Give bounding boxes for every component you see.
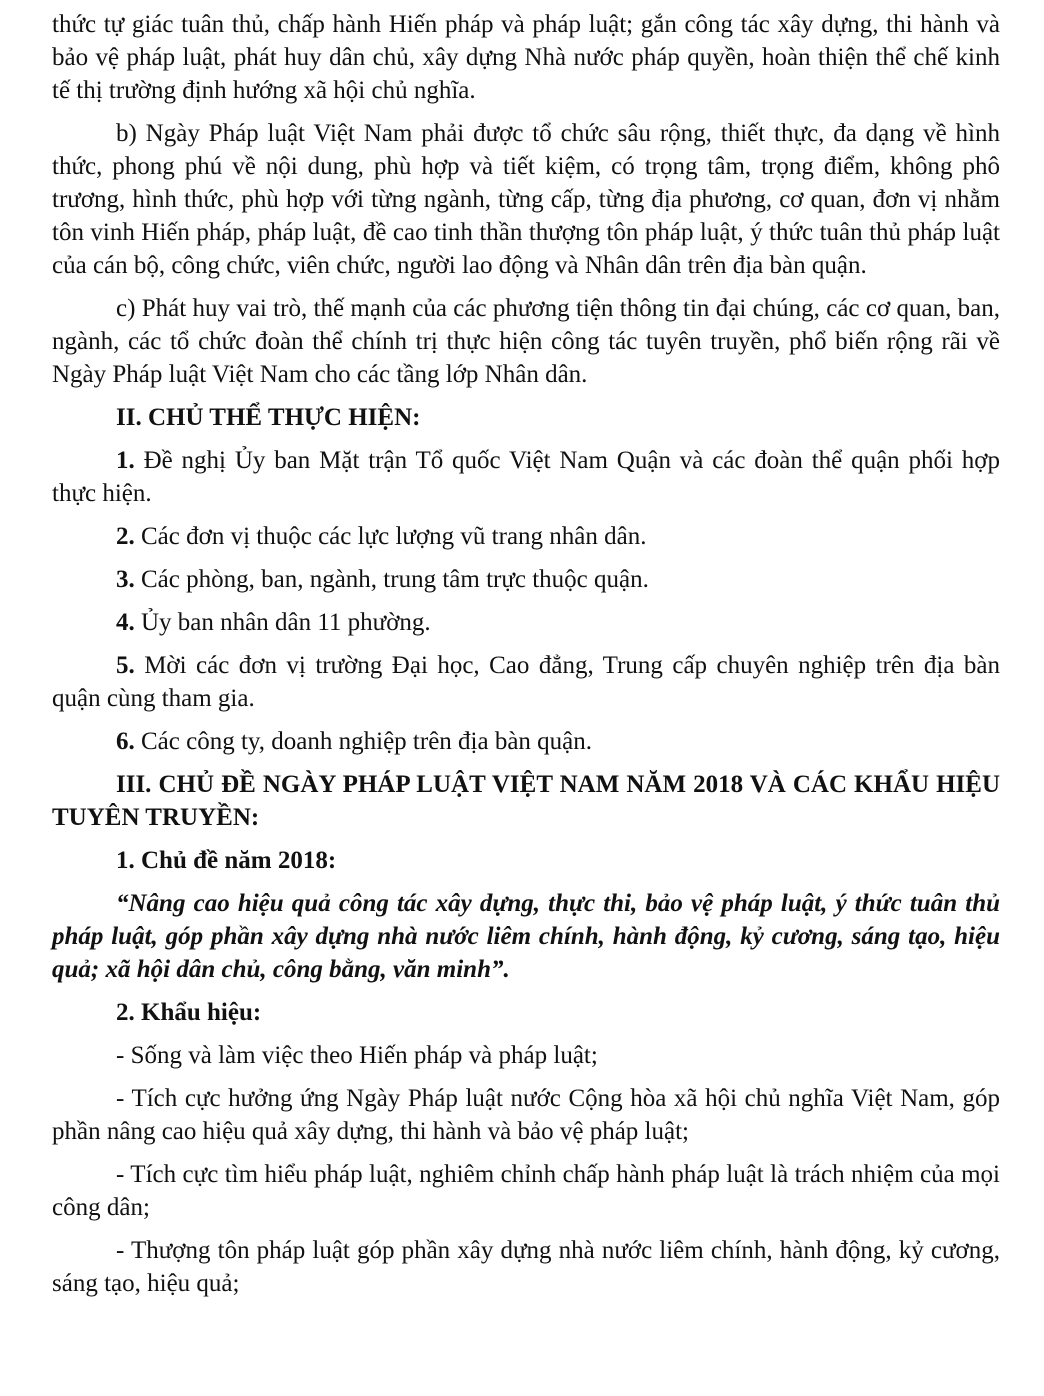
slogan-item: - Tích cực tìm hiểu pháp luật, nghiêm chỉnh chấp hành pháp luật là trách nhiệm của mọi công dân; [52,1161,1000,1221]
item-c-paragraph: c) Phát huy vai trò, thế mạnh của các phương tiện thông tin đại chúng, các cơ quan, ban, ngành, các tổ chức đoàn thể chính trị thực hiện công tác tuyên truyền, phổ biến rộng rãi về Ngày Pháp luật Việt Nam cho các tầng lớp Nhân dân. [52,295,1000,388]
item-text: Đề nghị Ủy ban Mặt trận Tổ quốc Việt Nam Quận và các đoàn thể quận phối hợp thực hiện. [52,447,1000,507]
slogan-item: - Tích cực hưởng ứng Ngày Pháp luật nước Cộng hòa xã hội chủ nghĩa Việt Nam, góp phần nâng cao hiệu quả xây dựng, thi hành và bảo vệ pháp luật; [52,1085,1000,1145]
section-2-item [52,520,1000,553]
item-number: 4. [116,609,135,636]
item-b-paragraph: b) Ngày Pháp luật Việt Nam phải được tổ chức sâu rộng, thiết thực, đa dạng về hình thức, phong phú về nội dung, phù hợp và tiết kiệm, có trọng tâm, trọng điểm, không phô trương, hình thức, phù hợp với từng ngành, từng cấp, từng địa phương, cơ quan, đơn vị nhằm tôn vinh Hiến pháp, pháp luật, đề cao tinh thần thượng tôn pháp luật, ý thức tuân thủ pháp luật của cán bộ, công chức, viên chức, người lao động và Nhân dân trên địa bàn quận. [52,120,1000,279]
section-2-item [52,563,1000,596]
item-text: Mời các đơn vị trường Đại học, Cao đẳng, Trung cấp chuyên nghiệp trên địa bàn quận cùng tham gia. [52,652,1000,712]
section-2-item [52,725,1000,758]
item-number: 3. [116,566,135,593]
section-2-heading: II. CHỦ THỂ THỰC HIỆN: [116,404,421,431]
item-number: 5. [116,652,135,679]
item-number: 1. [116,447,135,474]
section-2-item [52,606,1000,639]
slogan-item: - Sống và làm việc theo Hiến pháp và pháp luật; [116,1042,598,1069]
item-text: Các công ty, doanh nghiệp trên địa bàn quận. [134,728,593,755]
slogan-heading: 2. Khẩu hiệu: [116,999,262,1026]
intro-continuation: thức tự giác tuân thủ, chấp hành Hiến pháp và pháp luật; gắn công tác xây dựng, thi hành và bảo vệ pháp luật, phát huy dân chủ, xây dựng Nhà nước pháp quyền, hoàn thiện thể chế kinh tế thị trường định hướng xã hội chủ nghĩa. [52,11,1000,104]
section-2-item [52,649,1000,715]
item-text: Ủy ban nhân dân 11 phường. [134,609,431,636]
item-text: Các đơn vị thuộc các lực lượng vũ trang nhân dân. [134,523,647,550]
section-3-heading: III. CHỦ ĐỀ NGÀY PHÁP LUẬT VIỆT NAM NĂM 2018 VÀ CÁC KHẨU HIỆU TUYÊN TRUYỀN: [52,771,1000,831]
slogan-item: - Thượng tôn pháp luật góp phần xây dựng nhà nước liêm chính, hành động, kỷ cương, sáng tạo, hiệu quả; [52,1237,1000,1297]
document-page [52,8,1000,1310]
theme-heading: 1. Chủ đề năm 2018: [116,847,337,874]
item-text: Các phòng, ban, ngành, trung tâm trực thuộc quận. [134,566,649,593]
item-number: 2. [116,523,135,550]
item-number: 6. [116,728,135,755]
theme-quote: “Nâng cao hiệu quả công tác xây dựng, thực thi, bảo vệ pháp luật, ý thức tuân thủ pháp luật, góp phần xây dựng nhà nước liêm chính, hành động, kỷ cương, sáng tạo, hiệu quả; xã hội dân chủ, công bằng, văn minh”. [52,890,1000,983]
section-2-item [52,444,1000,510]
